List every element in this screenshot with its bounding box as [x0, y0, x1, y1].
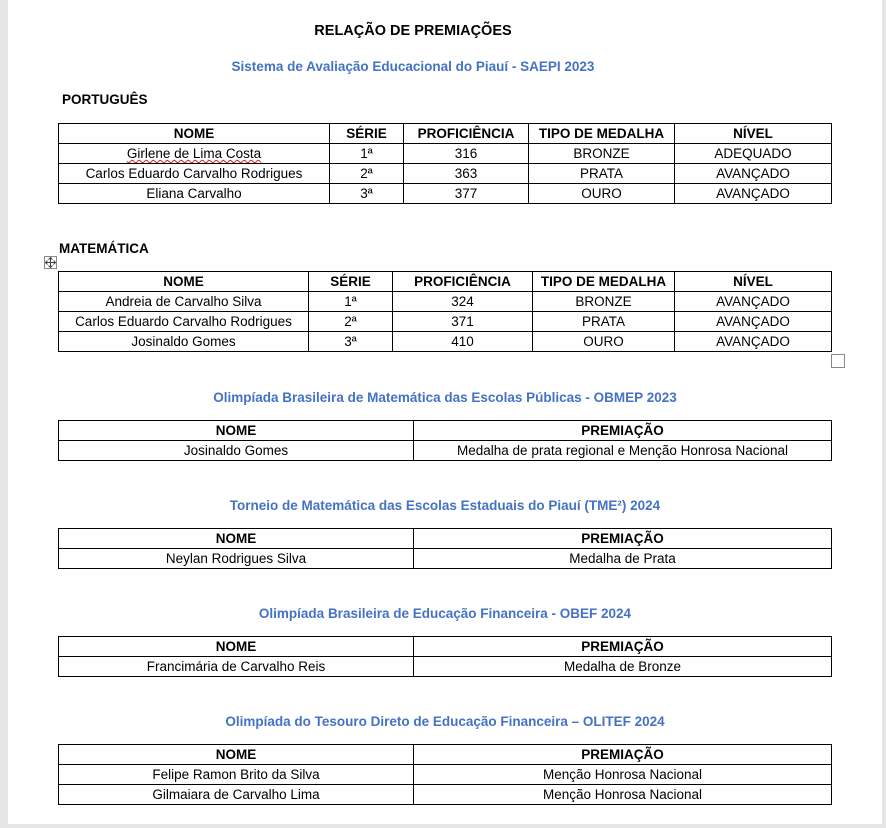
cell-nome: Carlos Eduardo Carvalho Rodrigues	[59, 312, 309, 332]
table-header-row	[59, 124, 832, 144]
obmep-heading: Olimpíada Brasileira de Matemática das Escolas Públicas - OBMEP 2023	[213, 390, 677, 405]
cell-medalha: BRONZE	[533, 292, 675, 312]
cell-medalha: PRATA	[529, 164, 675, 184]
header-nivel: NÍVEL	[675, 272, 832, 292]
table-header-row	[59, 421, 832, 441]
table-row	[59, 765, 832, 785]
header-nome: NOME	[59, 745, 414, 765]
table-row	[59, 144, 832, 164]
cell-premiacao: Medalha de Bronze	[414, 657, 832, 677]
portugues-table	[58, 123, 832, 204]
table-header-row	[59, 529, 832, 549]
table-row	[59, 184, 832, 204]
cell-nivel: AVANÇADO	[675, 164, 832, 184]
cell-nivel: AVANÇADO	[675, 332, 832, 352]
table-row	[59, 312, 832, 332]
cell-serie: 1ª	[309, 292, 393, 312]
portugues-label: PORTUGUÊS	[62, 92, 148, 107]
table-row	[59, 549, 832, 569]
table-header-row	[59, 272, 832, 292]
table-row	[59, 441, 832, 461]
cell-nome: Gilmaiara de Carvalho Lima	[59, 785, 414, 805]
cell-serie: 3ª	[330, 184, 404, 204]
header-nome: NOME	[59, 272, 309, 292]
matematica-label: MATEMÁTICA	[59, 241, 149, 256]
cell-medalha: PRATA	[533, 312, 675, 332]
resize-square-icon[interactable]	[831, 354, 845, 368]
cell-nome	[59, 144, 330, 164]
header-nome: NOME	[59, 124, 330, 144]
cell-proficiencia: 324	[393, 292, 533, 312]
cell-medalha: OURO	[533, 332, 675, 352]
header-proficiencia: PROFICIÊNCIA	[404, 124, 529, 144]
obef-heading: Olimpíada Brasileira de Educação Financeira - OBEF 2024	[258, 606, 632, 621]
table-row	[59, 164, 832, 184]
cell-nome: Neylan Rodrigues Silva	[59, 549, 414, 569]
table-row	[59, 785, 832, 805]
header-nome: NOME	[59, 421, 414, 441]
cell-serie: 2ª	[330, 164, 404, 184]
table-header-row	[59, 637, 832, 657]
header-premiacao: PREMIAÇÃO	[414, 745, 832, 765]
document-page	[8, 0, 882, 824]
cell-proficiencia: 316	[404, 144, 529, 164]
header-tipo-medalha: TIPO DE MEDALHA	[529, 124, 675, 144]
cell-nome: Eliana Carvalho	[59, 184, 330, 204]
saepi-heading: Sistema de Avaliação Educacional do Piauí - SAEPI 2023	[231, 59, 595, 74]
cell-nivel: AVANÇADO	[675, 312, 832, 332]
tme-heading: Torneio de Matemática das Escolas Estaduais do Piauí (TME²) 2024	[229, 498, 661, 513]
cell-proficiencia: 371	[393, 312, 533, 332]
table-row	[59, 657, 832, 677]
tme-table	[58, 528, 832, 569]
cell-nome: Josinaldo Gomes	[59, 441, 414, 461]
cell-medalha: BRONZE	[529, 144, 675, 164]
cell-serie: 3ª	[309, 332, 393, 352]
cell-nome: Francimária de Carvalho Reis	[59, 657, 414, 677]
move-arrows-icon[interactable]	[44, 256, 57, 269]
table-row	[59, 332, 832, 352]
matematica-table	[58, 271, 832, 352]
cell-proficiencia: 377	[404, 184, 529, 204]
header-nivel: NÍVEL	[675, 124, 832, 144]
table-row	[59, 292, 832, 312]
header-serie: SÉRIE	[330, 124, 404, 144]
header-premiacao: PREMIAÇÃO	[414, 529, 832, 549]
cell-premiacao: Medalha de Prata	[414, 549, 832, 569]
cell-serie: 1ª	[330, 144, 404, 164]
obmep-table	[58, 420, 832, 461]
cell-nivel: AVANÇADO	[675, 292, 832, 312]
header-proficiencia: PROFICIÊNCIA	[393, 272, 533, 292]
cell-proficiencia: 363	[404, 164, 529, 184]
table-header-row	[59, 745, 832, 765]
cell-serie: 2ª	[309, 312, 393, 332]
header-tipo-medalha: TIPO DE MEDALHA	[533, 272, 675, 292]
olitef-table	[58, 744, 832, 805]
header-premiacao: PREMIAÇÃO	[414, 637, 832, 657]
spellcheck-name[interactable]: Girlene de Lima Costa	[126, 146, 262, 161]
header-nome: NOME	[59, 637, 414, 657]
header-premiacao: PREMIAÇÃO	[414, 421, 832, 441]
document-title: RELAÇÃO DE PREMIAÇÕES	[314, 23, 512, 39]
cell-nome: Josinaldo Gomes	[59, 332, 309, 352]
cell-nome: Felipe Ramon Brito da Silva	[59, 765, 414, 785]
cell-nome: Carlos Eduardo Carvalho Rodrigues	[59, 164, 330, 184]
cell-medalha: OURO	[529, 184, 675, 204]
cell-nome: Andreia de Carvalho Silva	[59, 292, 309, 312]
cell-proficiencia: 410	[393, 332, 533, 352]
header-serie: SÉRIE	[309, 272, 393, 292]
cell-premiacao: Menção Honrosa Nacional	[414, 785, 832, 805]
olitef-heading: Olimpíada do Tesouro Direto de Educação Financeira – OLITEF 2024	[225, 714, 665, 729]
header-nome: NOME	[59, 529, 414, 549]
obef-table	[58, 636, 832, 677]
cell-premiacao: Medalha de prata regional e Menção Honrosa Nacional	[414, 441, 832, 461]
cell-premiacao: Menção Honrosa Nacional	[414, 765, 832, 785]
cell-nivel: AVANÇADO	[675, 184, 832, 204]
cell-nivel: ADEQUADO	[675, 144, 832, 164]
